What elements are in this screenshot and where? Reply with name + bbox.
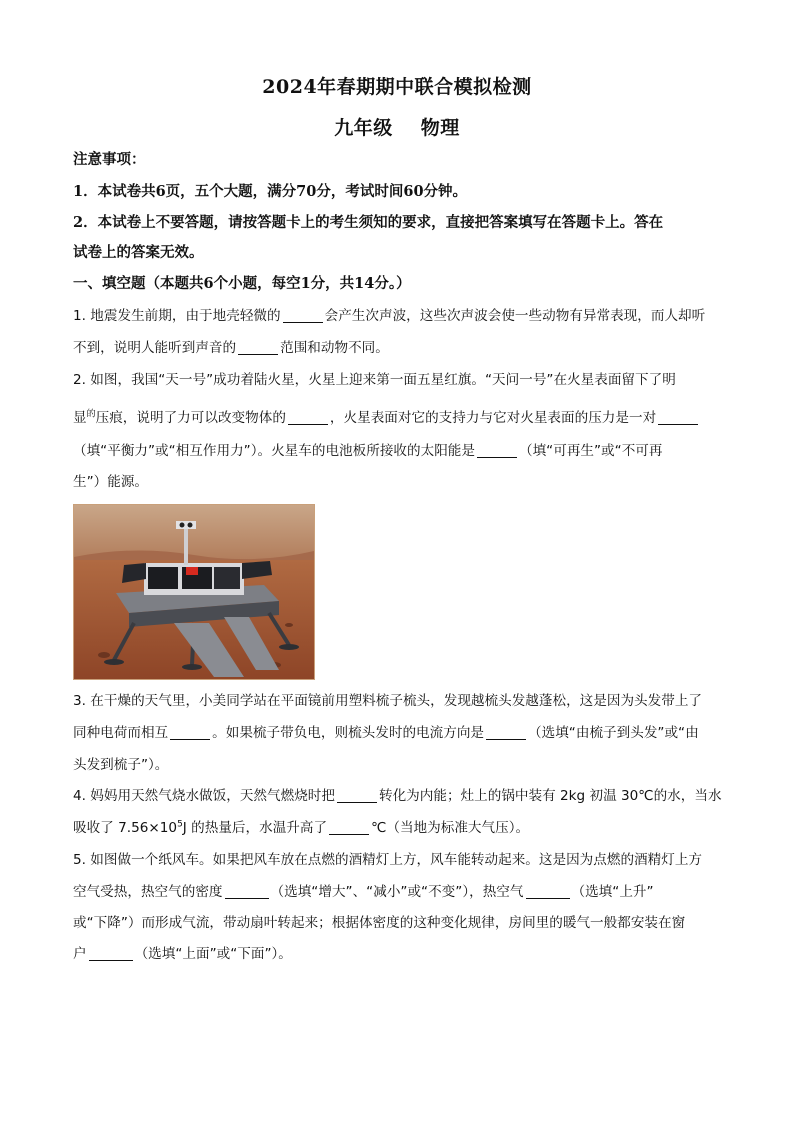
answer-blank	[238, 339, 278, 355]
notice-item-2-line-1: 2．本试卷上不要答题，请按答题卡上的考生须知的要求，直接把答案填写在答题卡上。答在	[73, 214, 664, 231]
grade-label: 九年级	[334, 117, 393, 139]
question-3-line-2	[73, 723, 723, 743]
answer-blank	[89, 945, 133, 961]
q5-text-a: 空气受热，热空气的密度	[73, 884, 223, 900]
question-3-line-1: 3. 在干燥的天气里，小美同学站在平面镜前用塑料梳子梳头，发现越梳头发越蓬松，这是因为头发带上了	[73, 693, 703, 709]
exam-title: 2024年春期期中联合模拟检测	[262, 76, 532, 98]
notice-item-2-line-2: 试卷上的答案无效。	[73, 244, 204, 261]
question-1-line-1	[73, 306, 723, 326]
notice-heading: 注意事项：	[73, 151, 146, 168]
q4-text-a: 4. 妈妈用天然气烧水做饭，天然气燃烧时把	[73, 788, 335, 804]
q1-text-b: 会产生次声波，这些次声波会使一些动物有异常表现，而人却听	[324, 308, 706, 324]
q4-superscript: 5	[177, 819, 183, 830]
answer-blank	[329, 819, 369, 835]
q2-text-d: （填“平衡力”或“相互作用力”）。火星车的电池板所接收的太阳能是	[73, 443, 475, 459]
answer-blank	[288, 409, 328, 425]
q3-text-b: 。如果梳子带负电，则梳头发时的电流方向是	[212, 725, 485, 741]
answer-blank	[658, 409, 698, 425]
answer-blank	[225, 883, 269, 899]
question-2-line-1: 2. 如图，我国“天一号”成功着陆火星，火星上迎来第一面五星红旗。“天问一号”在火星表面留下了明	[73, 372, 676, 388]
question-5-line-3: 或“下降”）而形成气流，带动扇叶转起来；根据体密度的这种变化规律，房间里的暖气一般都安装在窗	[73, 915, 686, 931]
answer-blank	[486, 724, 526, 740]
mars-rover-illustration	[74, 505, 314, 679]
answer-blank	[170, 724, 210, 740]
q5-text-c: （选填“上升”	[571, 884, 654, 900]
section-1-heading: 一、填空题（本题共6个小题，每空1分，共14分。）	[73, 275, 411, 292]
q1-text-a: 1. 地震发生前期，由于地壳轻微的	[73, 308, 281, 324]
notice-item-1: 1．本试卷共6页，五个大题，满分70分，考试时间60分钟。	[73, 183, 468, 200]
mars-rover-image	[73, 504, 315, 680]
question-5-line-2	[73, 882, 723, 902]
question-4-line-2	[73, 818, 723, 838]
question-5-line-1: 5. 如图做一个纸风车。如果把风车放在点燃的酒精灯上方，风车能转动起来。这是因为点燃的酒精灯上方	[73, 852, 703, 868]
q4-text-b: 转化为内能；灶上的锅中装有 2kg 初温 30℃的水，当水	[378, 788, 722, 804]
question-5-line-4	[73, 944, 723, 964]
q1-text-c: 不到，说明人能听到声音的	[73, 340, 237, 356]
q4-text-e: ℃（当地为标准大气压）。	[371, 820, 530, 836]
q5-text-e: （选填“上面”或“下面”）。	[134, 946, 292, 962]
question-3-line-3: 头发到梳子”）。	[73, 757, 169, 773]
answer-blank	[477, 442, 517, 458]
q5-text-d: 户	[73, 946, 87, 962]
q3-text-c: （选填“由梳子到头发”或“由	[528, 725, 699, 741]
exam-subtitle	[0, 113, 794, 140]
q5-text-b: （选填“增大”、“减小”或“不变”），热空气	[270, 884, 524, 900]
answer-blank	[283, 307, 323, 323]
q4-text-c: 吸收了 7.56×10	[73, 820, 178, 836]
question-2-line-4: 生”）能源。	[73, 474, 149, 490]
question-1-line-2	[73, 338, 723, 358]
q2-text-c: ，火星表面对它的支持力与它对火星表面的压力是一对	[329, 410, 657, 426]
subject-label: 物理	[420, 117, 460, 139]
q4-text-d: J 的热量后，水温升高了	[182, 820, 328, 836]
question-4-line-1	[73, 786, 723, 806]
q3-text-a: 同种电荷而相互	[73, 725, 169, 741]
answer-blank	[526, 883, 570, 899]
answer-blank	[337, 787, 377, 803]
question-2-line-3	[73, 441, 723, 461]
q2-superscript: 的	[86, 409, 96, 420]
q2-text-b: 压痕，说明了力可以改变物体的	[95, 410, 286, 426]
question-2-line-2	[73, 408, 723, 428]
q2-text-e: （填“可再生”或“不可再	[519, 443, 663, 459]
q1-text-d: 范围和动物不同。	[280, 340, 389, 356]
q2-text-a: 显	[73, 410, 87, 426]
